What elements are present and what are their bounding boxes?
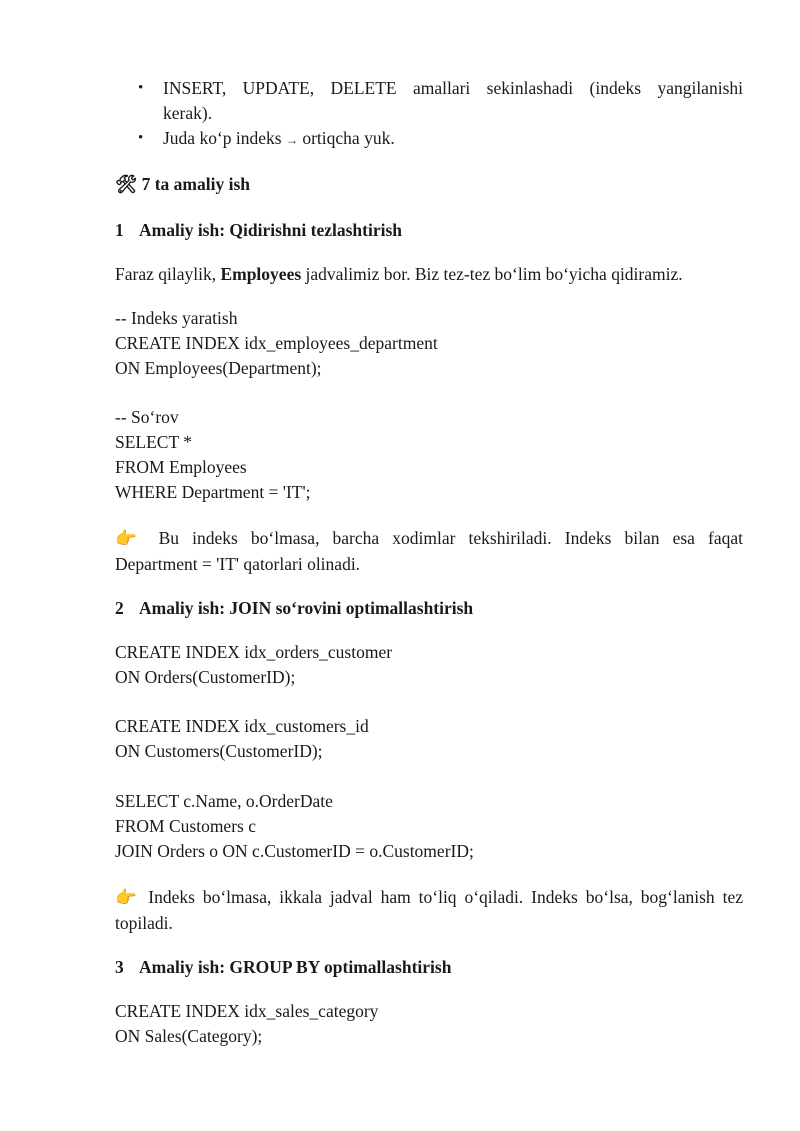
code-line: SELECT c.Name, o.OrderDate	[115, 791, 333, 811]
exercise-heading: 2 Amaliy ish: JOIN so‘rovini optimallashtirish	[115, 598, 474, 618]
code-line: CREATE INDEX idx_employees_department	[115, 333, 438, 353]
bullet-text-line: INSERT, UPDATE, DELETE amallari sekinlashadi (indeks yangilanishi	[163, 78, 743, 98]
code-line: CREATE INDEX idx_customers_id	[115, 716, 369, 736]
code-line: ON Orders(CustomerID);	[115, 667, 296, 687]
pointing-hand-icon: 👉	[115, 528, 146, 548]
code-line: ON Employees(Department);	[115, 358, 322, 378]
right-arrow-icon: →	[285, 133, 298, 147]
note-text-line: topiladi.	[115, 913, 173, 933]
code-line: FROM Customers c	[115, 816, 256, 836]
exercise-intro: Faraz qilaylik, Employees jadvalimiz bor. Biz tez-tez bo‘lim bo‘yicha qidiramiz.	[115, 264, 683, 284]
code-line: CREATE INDEX idx_orders_customer	[115, 642, 393, 662]
tools-icon: 🛠	[115, 174, 138, 194]
code-line: SELECT *	[115, 432, 192, 452]
bullet-marker: •	[138, 130, 144, 146]
code-line: ON Customers(CustomerID);	[115, 741, 323, 761]
code-line: JOIN Orders o ON c.CustomerID = o.CustomerID;	[115, 841, 474, 861]
section-heading: 🛠 7 ta amaliy ish	[115, 174, 251, 194]
code-line: ON Sales(Category);	[115, 1026, 263, 1046]
code-line: FROM Employees	[115, 457, 247, 477]
code-line: CREATE INDEX idx_sales_category	[115, 1001, 379, 1021]
code-line: WHERE Department = 'IT';	[115, 482, 311, 502]
code-line: -- So‘rov	[115, 407, 179, 427]
exercise-heading: 1 Amaliy ish: Qidirishni tezlashtirish	[115, 220, 403, 240]
note-text-line: 👉 Indeks bo‘lmasa, ikkala jadval ham to‘liq o‘qiladi. Indeks bo‘lsa, bog‘lanish tez	[115, 887, 743, 907]
note-text-line: Department = 'IT' qatorlari olinadi.	[115, 554, 361, 574]
pointing-hand-icon: 👉	[115, 887, 141, 907]
exercise-heading: 3 Amaliy ish: GROUP BY optimallashtirish	[115, 957, 452, 977]
code-line: -- Indeks yaratish	[115, 308, 238, 328]
bullet-text-line: kerak).	[163, 103, 213, 123]
bullet-text: Juda ko‘p indeks → ortiqcha yuk.	[163, 128, 395, 148]
bullet-marker: •	[138, 80, 144, 96]
note-text-line: 👉 Bu indeks bo‘lmasa, barcha xodimlar tekshiriladi. Indeks bilan esa faqat	[115, 528, 744, 548]
